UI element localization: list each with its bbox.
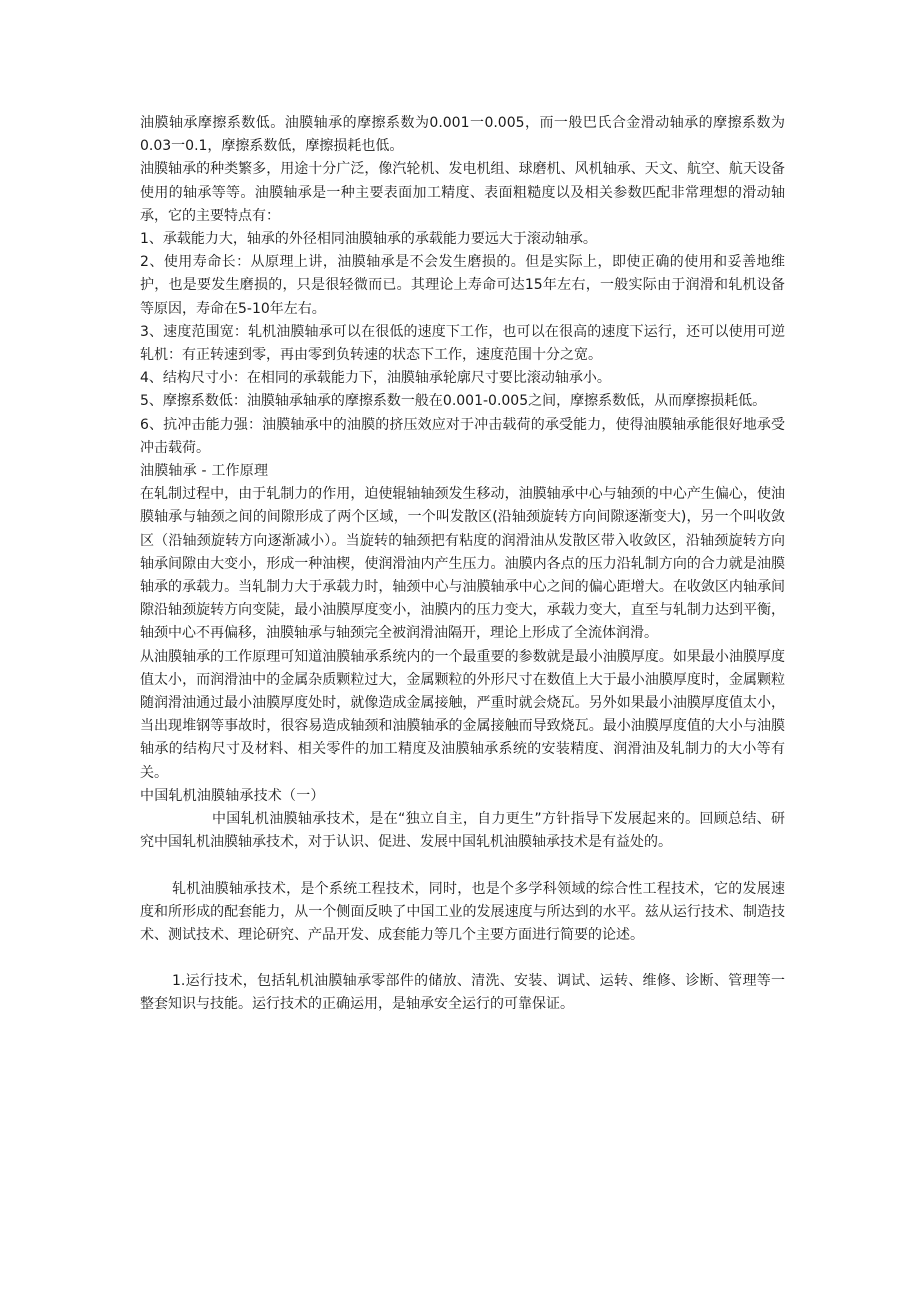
paragraph-feature-1: 1、承载能力大，轴承的外径相同油膜轴承的承载能力要远大于滚动轴承。 bbox=[140, 231, 597, 248]
paragraph-feature-3: 3、速度范围宽：轧机油膜轴承可以在很低的速度下工作，也可以在很高的速度下运行，还可以使用可逆轧机：有正转速到零，再由零到负转速的状态下工作，速度范围十分之宽。 bbox=[140, 323, 785, 364]
paragraph-min-film-thickness: 从油膜轴承的工作原理可知道油膜轴承系统内的一个最重要的参数就是最小油膜厚度。如果最小油膜厚度值太小，而润滑油中的金属杂质颗粒过大，金属颗粒的外形尺寸在数值上大于最小油膜厚度时，金属颗粒随润滑油通过最小油膜厚度处时，就像造成金属接触，严重时就会烧瓦。另外如果最小油膜厚度值太小，当出现堆钢等事故时，很容易造成轴颈和油膜轴承的金属接触而导致烧瓦。最小油膜厚度值的大小与油膜轴承的结构尺寸及材料、相关零件的加工精度及油膜轴承系统的安装精度、润滑油及轧制力的大小等有关。 bbox=[140, 648, 785, 781]
blank-line bbox=[140, 947, 785, 970]
blank-line bbox=[140, 855, 785, 878]
paragraph-working-principle: 在轧制过程中，由于轧制力的作用，迫使辊轴轴颈发生移动，油膜轴承中心与轴颈的中心产生偏心，使油膜轴承与轴颈之间的间隙形成了两个区域，一个叫发散区(沿轴颈旋转方向间隙逐渐变大)，另一个叫收敛区（沿轴颈旋转方向逐渐减小）。当旋转的轴颈把有粘度的润滑油从发散区带入收敛区，沿轴颈旋转方向轴承间隙由大变小，形成一种油楔，使润滑油内产生压力。油膜内各点的压力沿轧制方向的合力就是油膜轴承的承载力。当轧制力大于承载力时，轴颈中心与油膜轴承中心之间的偏心距增大。在收敛区内轴承间隙沿轴颈旋转方向变陡，最小油膜厚度变小，油膜内的压力变大，承载力变大，直至与轧制力达到平衡，轴颈中心不再偏移，油膜轴承与轴颈完全被润滑油隔开，理论上形成了全流体润滑。 bbox=[140, 486, 785, 642]
paragraph-china-intro: 中国轧机油膜轴承技术，是在“独立自主，自力更生”方针指导下发展起来的。回顾总结、研究中国轧机油膜轴承技术，对于认识、促进、发展中国轧机油膜轴承技术是有益处的。 bbox=[140, 811, 785, 851]
paragraph-feature-5: 5、摩擦系数低：油膜轴承轴承的摩擦系数一般在0.001-0.005之间，摩擦系数低，从而摩擦损耗低。 bbox=[140, 393, 767, 410]
paragraph-operation-technology: 1.运行技术，包括轧机油膜轴承零部件的储放、清洗、安装、调试、运转、维修、诊断、管理等一整套知识与技能。运行技术的正确运用，是轴承安全运行的可靠保证。 bbox=[140, 973, 785, 1013]
paragraph-feature-6: 6、抗冲击能力强：油膜轴承中的油膜的挤压效应对于冲击载荷的承受能力，使得油膜轴承能很好地承受冲击载荷。 bbox=[140, 416, 785, 456]
paragraph-feature-4: 4、结构尺寸小：在相同的承载能力下，油膜轴承轮廓尺寸要比滚动轴承小。 bbox=[140, 370, 611, 387]
paragraph-feature-2: 2、使用寿命长：从原理上讲，油膜轴承是不会发生磨损的。但是实际上，即使正确的使用和妥善地维护，也是要发生磨损的，只是很轻微而已。其理论上寿命可达15年左右，一般实际由于润滑和轧机设备等原因，寿命在5-10年左右。 bbox=[140, 254, 785, 317]
paragraph-system-engineering: 轧机油膜轴承技术，是个系统工程技术，同时，也是个多学科领域的综合性工程技术，它的发展速度和所形成的配套能力，从一个侧面反映了中国工业的发展速度与所达到的水平。兹从运行技术、制造技术、测试技术、理论研究、产品开发、成套能力等几个主要方面进行简要的论述。 bbox=[140, 880, 785, 943]
paragraph-types-features: 油膜轴承的种类繁多，用途十分广泛，像汽轮机、发电机组、球磨机、风机轴承、天文、航空、航天设备使用的轴承等等。油膜轴承是一种主要表面加工精度、表面粗糙度以及相关参数匹配非常理想的滑动轴承，它的主要特点有： bbox=[140, 161, 785, 224]
heading-working-principle: 油膜轴承 - 工作原理 bbox=[140, 463, 269, 480]
document-body bbox=[140, 112, 785, 1017]
paragraph-friction-intro: 油膜轴承摩擦系数低。油膜轴承的摩擦系数为0.001一0.005，而一般巴氏合金滑动轴承的摩擦系数为0.03一0.1，摩擦系数低，摩擦损耗也低。 bbox=[140, 115, 785, 155]
heading-china-technology: 中国轧机油膜轴承技术（一） bbox=[140, 787, 325, 804]
